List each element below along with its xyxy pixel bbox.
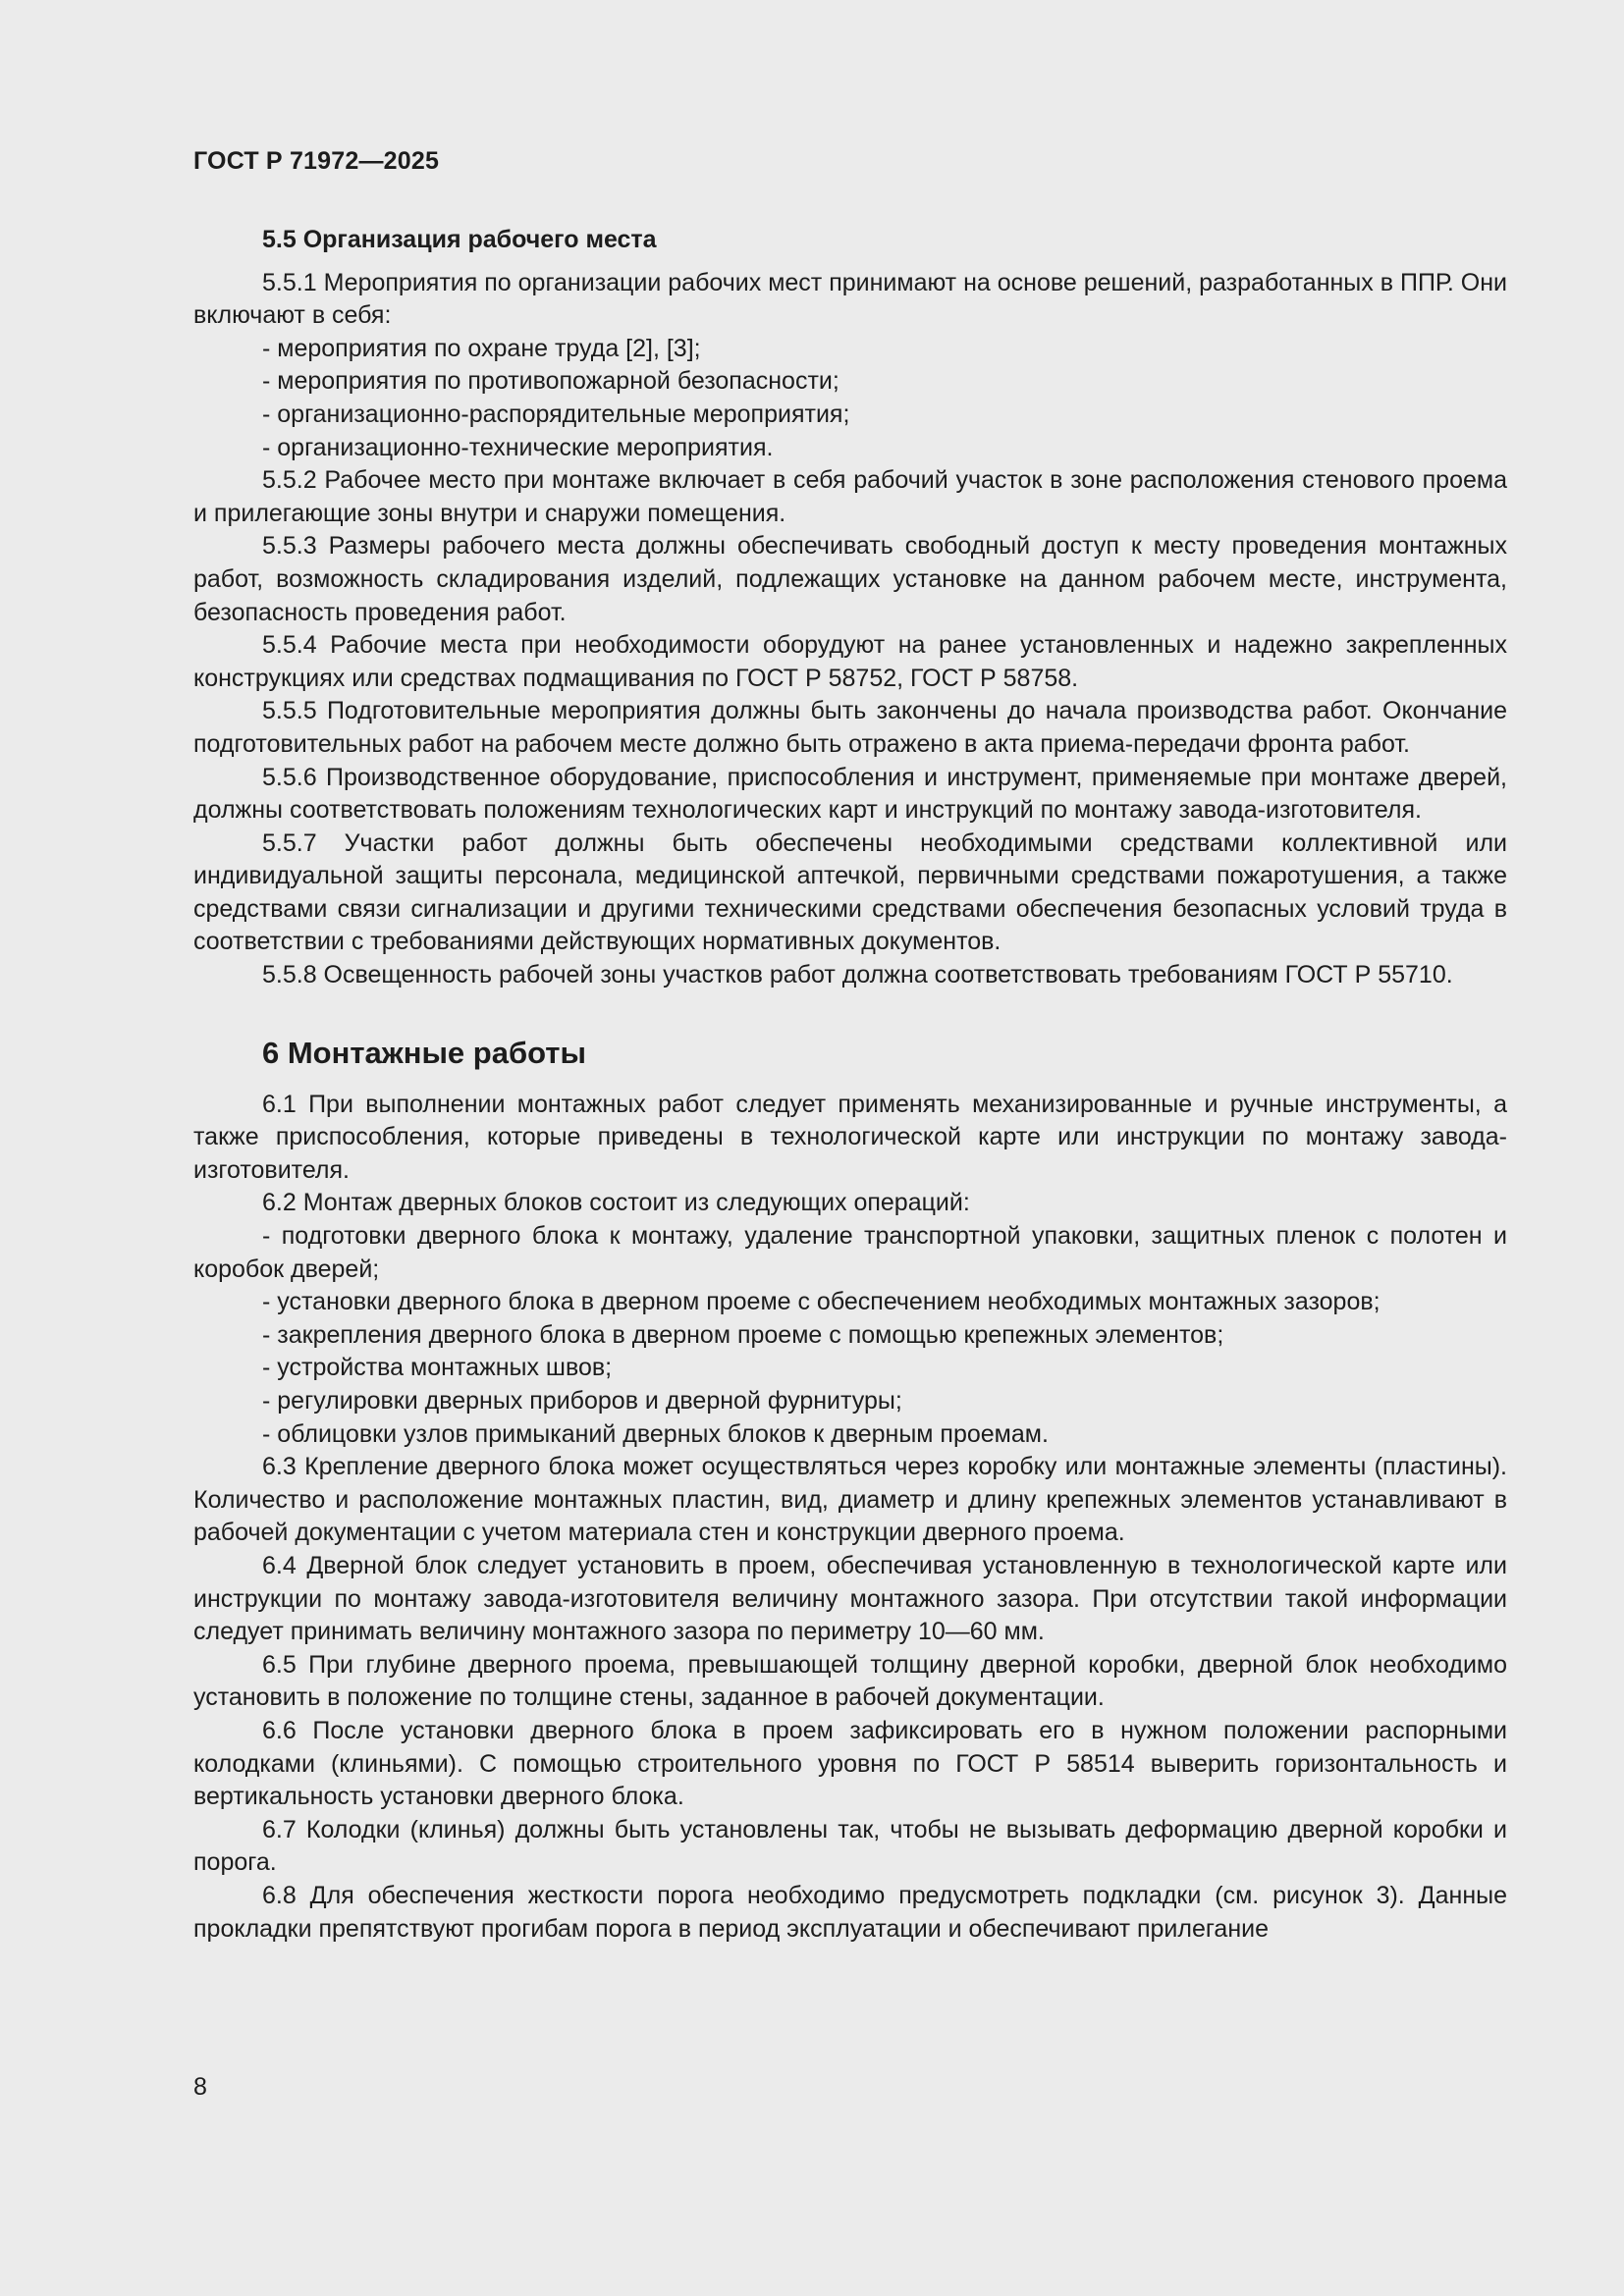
page-number: 8 [193,2073,207,2101]
clause-5-5-6: 5.5.6 Производственное оборудование, приспособления и инструмент, применяемые при монтаже дверей, должны соответствовать положениям технологических карт и инструкций по монтажу завода-изготовителя. [193,763,1507,825]
clause-6-8: 6.8 Для обеспечения жесткости порога необходимо предусмотреть подкладки (см. рисунок 3). Данные прокладки препятствуют прогибам порога в период эксплуатации и обеспечивают прилегание [193,1881,1507,1943]
list-item: - устройства монтажных швов; [262,1354,613,1382]
clause-5-5-1: 5.5.1 Мероприятия по организации рабочих мест принимают на основе решений, разработанных в ППР. Они включают в себя: [193,268,1507,330]
clause-6-3: 6.3 Крепление дверного блока может осуществляться через коробку или монтажные элементы (пластины). Количество и расположение монтажных пластин, вид, диаметр и длину крепежных элементов устанавливают в рабочей документации с учетом материала стен и конструкции дверного проема. [193,1453,1507,1547]
list-item: - мероприятия по охране труда [2], [3]; [262,334,701,362]
list-item: - мероприятия по противопожарной безопасности; [262,367,839,396]
clause-6-1: 6.1 При выполнении монтажных работ следует применять механизированные и ручные инструменты, а также приспособления, которые приведены в технологической карте или инструкции по монтажу завода-изготовителя. [193,1090,1507,1184]
list-item: - облицовки узлов примыканий дверных блоков к дверным проемам. [262,1419,1049,1448]
clause-5-5-5: 5.5.5 Подготовительные мероприятия должны быть закончены до начала производства работ. Окончание подготовительных работ на рабочем месте должно быть отражено в акта приема-передачи фронта работ. [193,697,1507,758]
clause-5-5-7: 5.5.7 Участки работ должны быть обеспечены необходимыми средствами коллективной или индивидуальной защиты персонала, медицинской аптечкой, первичными средствами пожаротушения, а также средствами связи сигнализации и другими техническими средствами обеспечения безопасных условий труда в соответствии с требованиями действующих нормативных документов. [193,828,1507,956]
page-content [193,224,1507,1946]
clause-6-6: 6.6 После установки дверного блока в проем зафиксировать его в нужном положении распорными колодками (клиньями). С помощью строительного уровня по ГОСТ Р 58514 выверить горизонтальность и вертикальность установки дверного блока. [193,1716,1507,1811]
section-6-title: 6 Монтажные работы [262,1035,586,1070]
list-item: - установки дверного блока в дверном проеме с обеспечением необходимых монтажных зазоров; [262,1288,1380,1316]
list-item: - закрепления дверного блока в дверном проеме с помощью крепежных элементов; [262,1320,1224,1349]
list-item: - организационно-технические мероприятия. [262,433,774,461]
clause-6-2: 6.2 Монтаж дверных блоков состоит из следующих операций: [262,1189,970,1217]
list-item: - подготовки дверного блока к монтажу, удаление транспортной упаковки, защитных пленок с полотен и коробок дверей; [193,1222,1507,1283]
list-item: - организационно-распорядительные мероприятия; [262,400,850,428]
clause-5-5-3: 5.5.3 Размеры рабочего места должны обеспечивать свободный доступ к месту проведения монтажных работ, возможность складирования изделий, подлежащих установке на данном рабочем месте, инструмента, безопасность проведения работ. [193,532,1507,626]
clause-6-7: 6.7 Колодки (клинья) должны быть установлены так, чтобы не вызывать деформацию дверной коробки и порога. [193,1815,1507,1877]
clause-6-4: 6.4 Дверной блок следует установить в проем, обеспечивая установленную в технологической карте или инструкции по монтажу завода-изготовителя величину монтажного зазора. При отсутствии такой информации следует принимать величину монтажного зазора по периметру 10—60 мм. [193,1551,1507,1646]
section-5-5-title: 5.5 Организация рабочего места [262,226,657,253]
clause-5-5-4: 5.5.4 Рабочие места при необходимости оборудуют на ранее установленных и надежно закрепленных конструкциях или средствах подмащивания по ГОСТ Р 58752, ГОСТ Р 58758. [193,631,1507,692]
clause-5-5-2: 5.5.2 Рабочее место при монтаже включает в себя рабочий участок в зоне расположения стенового проема и прилегающие зоны внутри и снаружи помещения. [193,466,1507,527]
list-item: - регулировки дверных приборов и дверной фурнитуры; [262,1387,902,1415]
clause-6-5: 6.5 При глубине дверного проема, превышающей толщину дверной коробки, дверной блок необходимо установить в положение по толщине стены, заданное в рабочей документации. [193,1650,1507,1712]
clause-5-5-8: 5.5.8 Освещенность рабочей зоны участков работ должна соответствовать требованиям ГОСТ Р 55710. [262,961,1453,989]
document-code-header: ГОСТ Р 71972—2025 [193,147,440,175]
